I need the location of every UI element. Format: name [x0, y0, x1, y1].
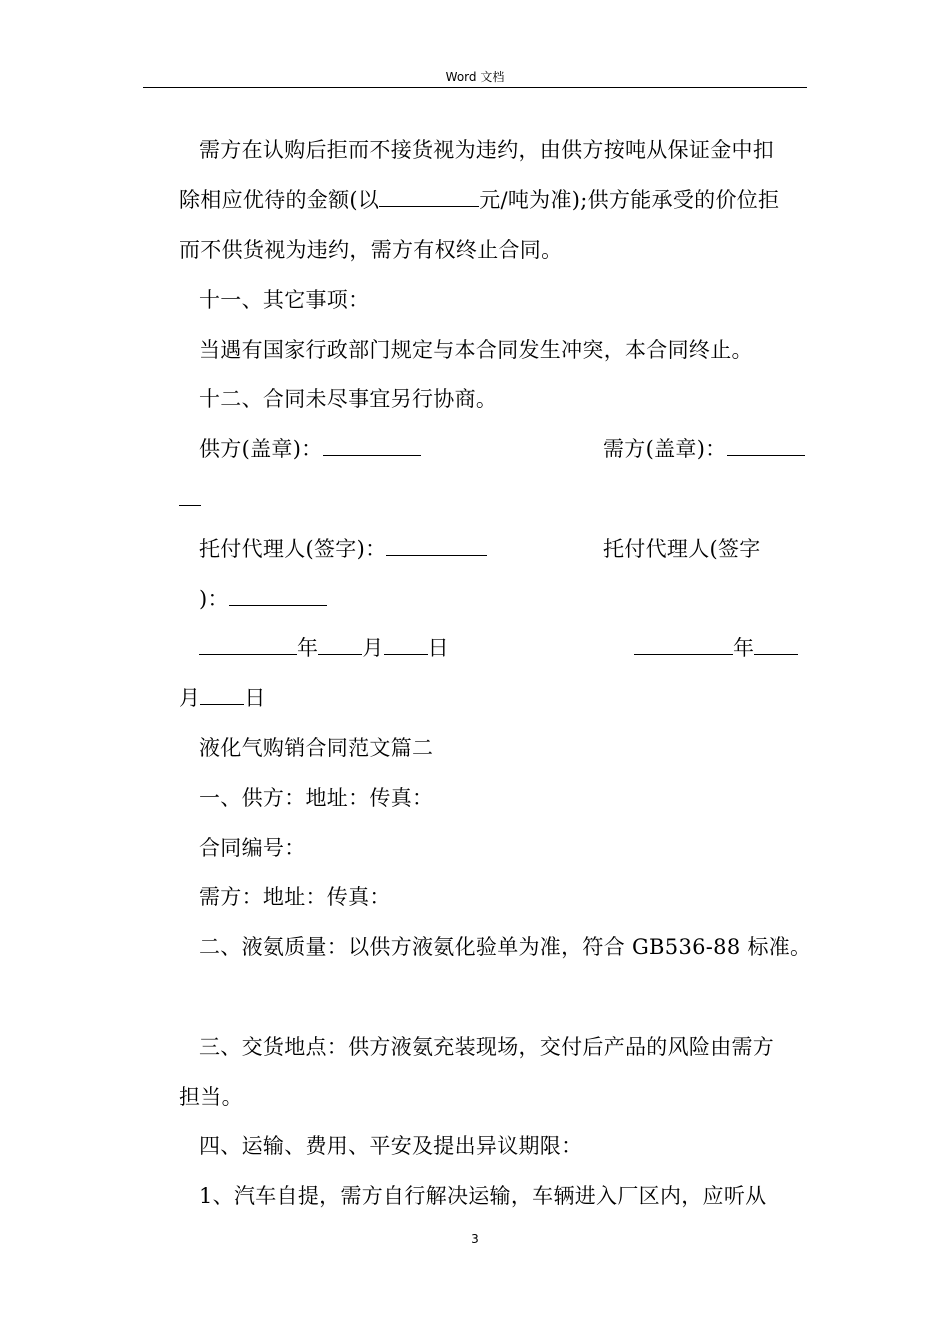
- year-label: 年: [733, 636, 755, 660]
- fill-in-blank: [199, 634, 297, 655]
- fill-in-blank: [200, 684, 244, 705]
- agent-signature-line: [199, 534, 487, 564]
- paragraph-line: 1、汽车自提，需方自行解决运输，车辆进入厂区内，应听从: [199, 1184, 767, 1208]
- year-label: 年: [297, 636, 319, 660]
- header-divider: [143, 87, 807, 88]
- day-label: 日: [244, 686, 266, 710]
- text-segment: 元/吨为准);供方能承受的价位拒: [479, 188, 780, 212]
- blank-continuation: [179, 484, 201, 514]
- buyer-seal-line: [603, 434, 805, 464]
- text-segment: 除相应优待的金额(以: [179, 188, 380, 212]
- supplier-seal-label: 供方(盖章)：: [199, 437, 323, 461]
- date-line: [634, 633, 798, 663]
- page-number: 3: [471, 1232, 479, 1246]
- paragraph-line: 而不供货视为违约，需方有权终止合同。: [179, 238, 563, 262]
- agent-signature-line: 托付代理人(签字: [603, 537, 761, 561]
- day-label: 日: [427, 636, 449, 660]
- agent-signature-label: )：: [199, 587, 229, 611]
- section-heading: 十二、合同未尽事宜另行协商。: [199, 387, 498, 411]
- section-heading: 十一、其它事项：: [199, 288, 370, 312]
- paragraph-line: [179, 185, 779, 215]
- agent-signature-line: [199, 584, 327, 614]
- document-subtitle: 液化气购销合同范文篇二: [199, 736, 434, 760]
- paragraph-line: 需方：地址：传真：: [199, 885, 391, 909]
- paragraph-line: 担当。: [179, 1085, 243, 1109]
- header-title: Word 文档: [445, 70, 505, 84]
- section-heading: 四、运输、费用、平安及提出异议期限：: [199, 1134, 583, 1158]
- month-label: 月: [362, 636, 384, 660]
- fill-in-blank: [754, 634, 798, 655]
- paragraph-line: 当遇有国家行政部门规定与本合同发生冲突，本合同终止。: [199, 338, 753, 362]
- fill-in-blank: [727, 435, 805, 456]
- paragraph-line: 一、供方：地址：传真：: [199, 786, 434, 810]
- paragraph-line: 二、液氨质量：以供方液氨化验单为准，符合 GB536-88 标准。: [199, 935, 812, 959]
- fill-in-blank: [384, 634, 428, 655]
- fill-in-blank: [179, 485, 201, 506]
- month-label: 月: [179, 686, 201, 710]
- agent-signature-label: 托付代理人(签字)：: [199, 537, 387, 561]
- date-line: [179, 683, 266, 713]
- fill-in-blank: [229, 585, 327, 606]
- supplier-seal-line: [199, 434, 421, 464]
- paragraph-line: 合同编号：: [199, 836, 306, 860]
- date-line: [199, 633, 449, 663]
- paragraph-line: 需方在认购后拒而不接货视为违约，由供方按吨从保证金中扣: [199, 138, 775, 162]
- paragraph-line: 三、交货地点：供方液氨充装现场，交付后产品的风险由需方: [199, 1035, 775, 1059]
- fill-in-blank: [379, 186, 479, 207]
- buyer-seal-label: 需方(盖章)：: [603, 437, 727, 461]
- fill-in-blank: [386, 535, 487, 556]
- fill-in-blank: [323, 435, 421, 456]
- fill-in-blank: [318, 634, 362, 655]
- fill-in-blank: [634, 634, 733, 655]
